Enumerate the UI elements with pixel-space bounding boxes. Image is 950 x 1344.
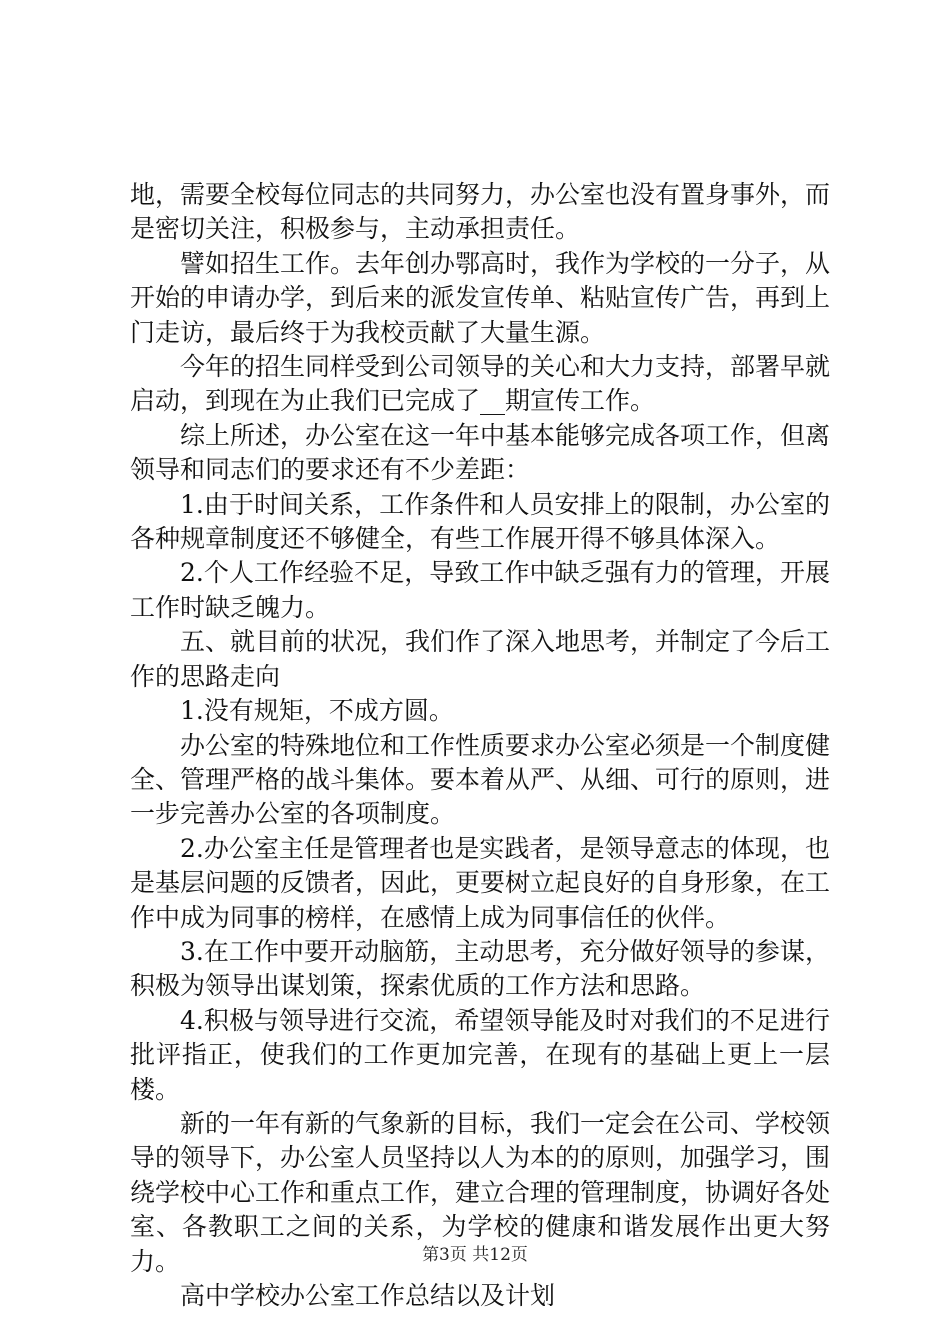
plan-item-1: 1.没有规矩，不成方圆。 bbox=[180, 696, 454, 726]
paragraph-continuation: 地，需要全校每位同志的共同努力，办公室也没有置身事外，而是密切关注，积极参与，主动承担责任。 bbox=[130, 180, 831, 244]
plan-item-3: 3.在工作中要开动脑筋，主动思考，充分做好领导的参谋，积极为领导出谋划策，探索优质的工作方法和思路。 bbox=[130, 936, 830, 1001]
plan-item-2: 2.办公室主任是管理者也是实践者，是领导意志的体现，也是基层问题的反馈者，因此，更要树立起良好的自身形象，在工作中成为同事的榜样，在感情上成为同事信任的伙伴。 bbox=[130, 833, 831, 932]
paragraph-summary: 综上所述，办公室在这一年中基本能够完成各项工作，但离领导和同志们的要求还有不少差距： bbox=[130, 420, 831, 485]
page-number-footer: 第3页 共12页 bbox=[422, 1245, 528, 1265]
plan-item-4: 4.积极与领导进行交流，希望领导能及时对我们的不足进行批评指正，使我们的工作更加完善，在现有的基础上更上一层楼。 bbox=[130, 1005, 830, 1104]
paragraph-enrollment-this-year: 今年的招生同样受到公司领导的关心和大力支持，部署早就启动，到现在为止我们已完成了__期宣传工作。 bbox=[130, 352, 831, 416]
paragraph-shortcoming-2: 2.个人工作经验不足，导致工作中缺乏强有力的管理，开展工作时缺乏魄力。 bbox=[130, 558, 830, 622]
paragraph-new-year: 新的一年有新的气象新的目标，我们一定会在公司、学校领导的领导下，办公室人员坚持以人为本的的原则，加强学习，围绕学校中心工作和重点工作，建立合理的管理制度，协调好各处室、各教职工之间的关系，为学校的健康和谐发展作出更大努力。 bbox=[130, 1108, 831, 1276]
document-title-line: 高中学校办公室工作总结以及计划 bbox=[180, 1281, 556, 1310]
document-body bbox=[130, 178, 830, 1313]
section-heading-five: 五、就目前的状况，我们作了深入地思考，并制定了今后工作的思路走向 bbox=[130, 627, 831, 691]
paragraph-shortcoming-1: 1.由于时间关系，工作条件和人员安排上的限制，办公室的各种规章制度还不够健全，有些工作展开得不够具体深入。 bbox=[130, 489, 830, 554]
paragraph-enrollment-example: 譬如招生工作。去年创办鄂高时，我作为学校的一分子，从开始的申请办学，到后来的派发宣传单、粘贴宣传广告，再到上门走访，最后终于为我校贡献了大量生源。 bbox=[130, 248, 831, 347]
paragraph-office-role: 办公室的特殊地位和工作性质要求办公室必须是一个制度健全、管理严格的战斗集体。要本着从严、从细、可行的原则，进一步完善办公室的各项制度。 bbox=[130, 730, 831, 829]
